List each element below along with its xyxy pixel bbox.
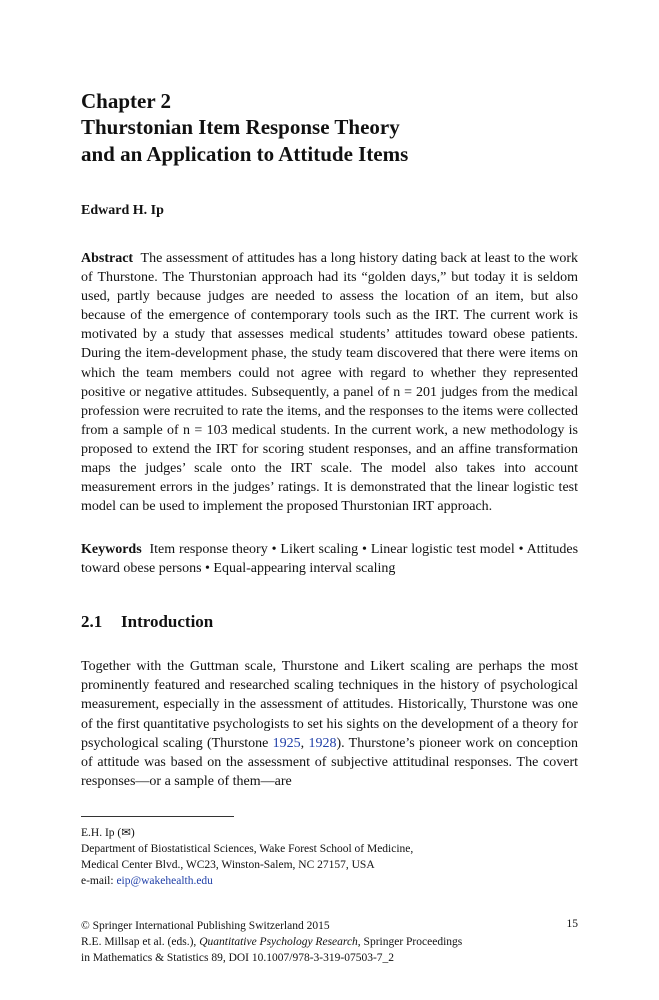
keywords-label: Keywords	[81, 542, 142, 557]
intro-paragraph	[81, 657, 578, 791]
keywords	[81, 540, 578, 578]
chapter-title	[81, 114, 578, 168]
footnote-address: Medical Center Blvd., WC23, Winston-Salem, NC 27157, USA	[81, 859, 375, 871]
intro-text-after: ). Thurstone’s pioneer work on conception of attitude was based on the assessment of subjective attitudinal responses. The covert responses—or a sample of them—are	[81, 735, 579, 790]
book-title: Quantitative Psychology Research	[199, 936, 358, 948]
citation-separator: ,	[300, 735, 309, 751]
section-title: Introduction	[121, 612, 214, 631]
editors-after: , Springer Proceedings	[357, 936, 463, 948]
citation-link-1928[interactable]: 1928	[308, 735, 337, 751]
title-line-2: and an Application to Attitude Items	[81, 142, 409, 166]
email-label: e-mail:	[81, 875, 117, 887]
abstract-label: Abstract	[81, 251, 134, 266]
title-line-1: Thurstonian Item Response Theory	[81, 115, 400, 139]
footnote-department: Department of Biostatistical Sciences, Wake Forest School of Medicine,	[81, 843, 414, 855]
editors-before: R.E. Millsap et al. (eds.),	[81, 936, 200, 948]
footnote-email-line	[81, 873, 578, 889]
footnote-author-line: E.H. Ip (✉)	[81, 827, 135, 839]
abstract-text: The assessment of attitudes has a long history dating back at least to the work of Thurstone. The Thurstonian approach had its “golden days,” but today it is seldom used, partly because judges are needed to assess the location of an item, but also because of the emergence of contemporary tools such as the IRT. The current work is motivated by a study that assesses medical students’ attitudes toward obese patients. During the item-development phase, the study team discovered that there were items on which the team members could not agree with regard to whether they represented positive or negative attitudes. Subsequently, a panel of n = 201 judges from the medical profession were recruited to rate the items, and the responses to the items were collected from a sample of n = 103 medical students. In the current work, a new methodology is proposed to extend the IRT for scoring student responses, and an affine transformation maps the judges’ scale onto the IRT scale. The model also takes into account measurement errors in the judges’ ratings. It is demonstrated that the linear logistic test model can be used to implement the proposed Thurstonian IRT approach.	[81, 251, 578, 515]
section-number: 2.1	[81, 612, 103, 631]
publication-info	[81, 918, 578, 966]
copyright-line: © Springer International Publishing Switzerland 2015	[81, 920, 330, 932]
section-heading	[81, 612, 213, 632]
page-number: 15	[566, 918, 578, 930]
abstract	[81, 249, 578, 516]
keywords-text: Item response theory • Likert scaling • Linear logistic test model • Attitudes toward obese persons • Equal-appearing interval scaling	[81, 542, 579, 577]
email-link[interactable]: eip@wakehealth.edu	[116, 875, 213, 887]
series-line: in Mathematics & Statistics 89, DOI 10.1007/978-3-319-07503-7_2	[81, 952, 395, 964]
author-footnote	[81, 825, 578, 889]
chapter-label: Chapter 2	[81, 89, 172, 113]
citation-link-1925[interactable]: 1925	[272, 735, 301, 751]
author-name: Edward H. Ip	[81, 203, 164, 218]
editors-line	[81, 934, 578, 950]
intro-text-before: Together with the Guttman scale, Thurstone and Likert scaling are perhaps the most prominently featured and researched scaling techniques in the history of psychological measurement, especially in the assessment of attitudes. Historically, Thurstone was one of the first quantitative psychologists to set his sights on the development of a theory for psychological scaling (Thurstone	[81, 659, 578, 751]
footnote-divider	[81, 816, 234, 817]
